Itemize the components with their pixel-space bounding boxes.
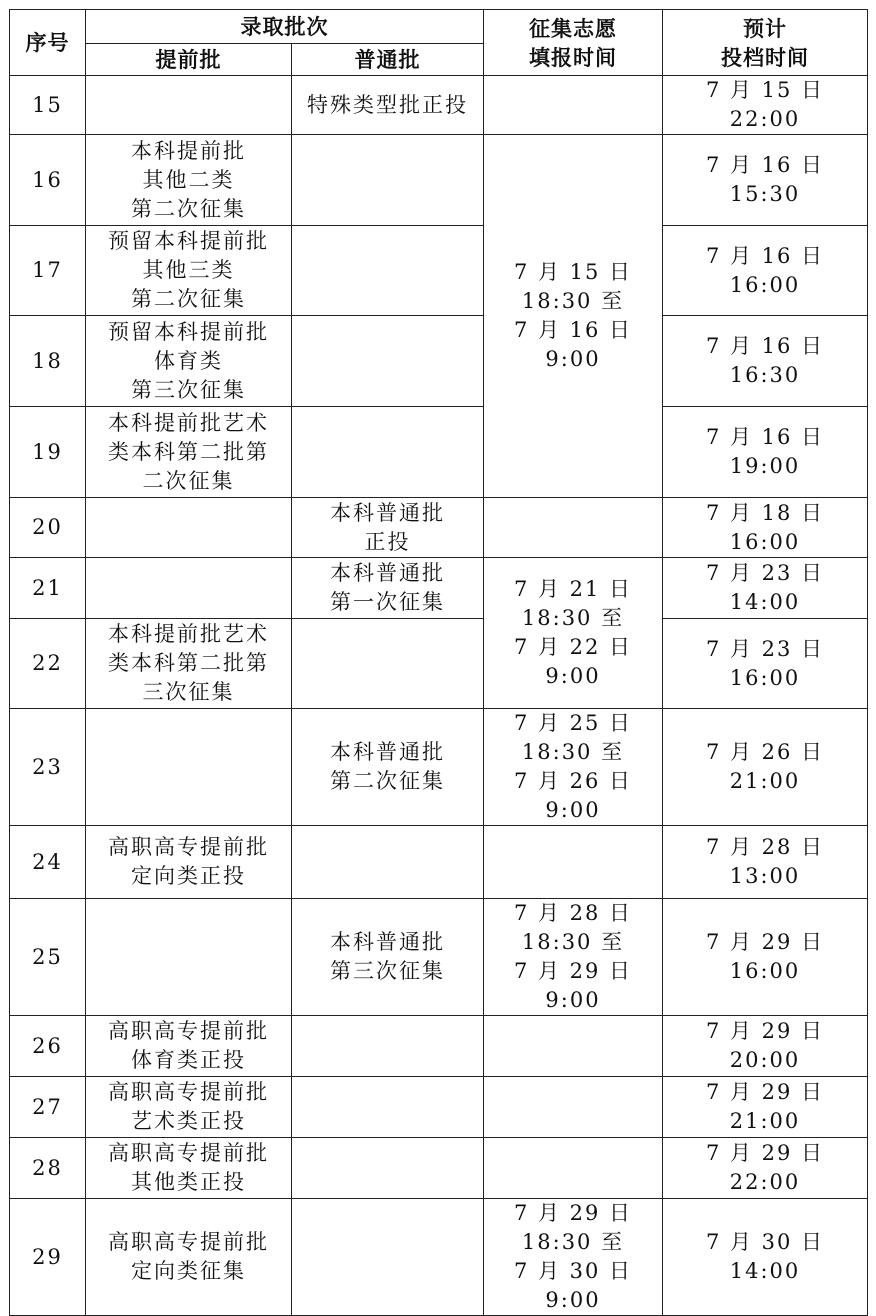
- row-early-batch: 高职高专提前批 艺术类正投: [86, 1077, 292, 1138]
- row-early-batch: 高职高专提前批 定向类正投: [86, 826, 292, 899]
- row-submit-time: 7 月 23 日 14:00: [663, 558, 868, 619]
- table-row: [10, 226, 868, 316]
- row-seq: 28: [10, 1138, 86, 1199]
- row-fill-window: [484, 498, 663, 558]
- row-early-batch: 预留本科提前批 体育类 第三次征集: [86, 316, 292, 407]
- table-row: [10, 316, 868, 407]
- row-early-batch: 预留本科提前批 其他三类 第二次征集: [86, 226, 292, 316]
- table-row: [10, 899, 868, 1016]
- table-row: [10, 498, 868, 558]
- row-seq: 23: [10, 709, 86, 826]
- row-fill-window: 7 月 25 日 18:30 至 7 月 26 日 9:00: [484, 709, 663, 826]
- table-row: [10, 619, 868, 709]
- row-submit-time: 7 月 16 日 15:30: [663, 135, 868, 226]
- header-submit-time: 预计 投档时间: [663, 10, 868, 76]
- table-row: [10, 1077, 868, 1138]
- row-fill-window: 7 月 15 日 18:30 至 7 月 16 日 9:00: [484, 135, 663, 498]
- row-regular-batch: [292, 619, 484, 709]
- row-seq: 26: [10, 1016, 86, 1077]
- table-row: [10, 135, 868, 226]
- table-row: [10, 709, 868, 826]
- row-regular-batch: [292, 135, 484, 226]
- row-regular-batch: [292, 1077, 484, 1138]
- row-submit-time: 7 月 23 日 16:00: [663, 619, 868, 709]
- row-early-batch: 本科提前批艺术 类本科第二批第 二次征集: [86, 407, 292, 498]
- row-submit-time: 7 月 15 日 22:00: [663, 76, 868, 135]
- row-seq: 22: [10, 619, 86, 709]
- header-batch: 录取批次: [86, 10, 484, 44]
- table-row: [10, 76, 868, 135]
- row-regular-batch: [292, 226, 484, 316]
- row-fill-window: [484, 1016, 663, 1077]
- row-submit-time: 7 月 16 日 16:30: [663, 316, 868, 407]
- row-submit-time: 7 月 29 日 16:00: [663, 899, 868, 1016]
- row-submit-time: 7 月 30 日 14:00: [663, 1199, 868, 1316]
- row-regular-batch: [292, 407, 484, 498]
- row-seq: 21: [10, 558, 86, 619]
- row-early-batch: [86, 558, 292, 619]
- row-regular-batch: 本科普通批 第二次征集: [292, 709, 484, 826]
- table-row: [10, 1016, 868, 1077]
- header-seq: 序号: [10, 10, 86, 76]
- table-row: [10, 558, 868, 619]
- row-early-batch: [86, 498, 292, 558]
- row-seq: 17: [10, 226, 86, 316]
- row-early-batch: [86, 76, 292, 135]
- row-fill-window: [484, 1138, 663, 1199]
- row-regular-batch: 本科普通批 第三次征集: [292, 899, 484, 1016]
- row-regular-batch: [292, 316, 484, 407]
- row-early-batch: 高职高专提前批 体育类正投: [86, 1016, 292, 1077]
- row-fill-window: 7 月 28 日 18:30 至 7 月 29 日 9:00: [484, 899, 663, 1016]
- row-regular-batch: 本科普通批 第一次征集: [292, 558, 484, 619]
- row-submit-time: 7 月 29 日 22:00: [663, 1138, 868, 1199]
- table-row: [10, 407, 868, 498]
- row-early-batch: 本科提前批艺术 类本科第二批第 三次征集: [86, 619, 292, 709]
- row-fill-window: [484, 76, 663, 135]
- admission-schedule-table: [9, 9, 868, 1316]
- row-fill-window: [484, 1077, 663, 1138]
- row-early-batch: [86, 899, 292, 1016]
- row-seq: 18: [10, 316, 86, 407]
- row-seq: 20: [10, 498, 86, 558]
- row-submit-time: 7 月 29 日 21:00: [663, 1077, 868, 1138]
- row-submit-time: 7 月 16 日 19:00: [663, 407, 868, 498]
- row-regular-batch: [292, 1138, 484, 1199]
- row-submit-time: 7 月 18 日 16:00: [663, 498, 868, 558]
- row-submit-time: 7 月 28 日 13:00: [663, 826, 868, 899]
- row-regular-batch: 特殊类型批正投: [292, 76, 484, 135]
- row-seq: 25: [10, 899, 86, 1016]
- row-regular-batch: 本科普通批 正投: [292, 498, 484, 558]
- row-regular-batch: [292, 1016, 484, 1077]
- row-early-batch: 高职高专提前批 定向类征集: [86, 1199, 292, 1316]
- row-seq: 29: [10, 1199, 86, 1316]
- row-submit-time: 7 月 26 日 21:00: [663, 709, 868, 826]
- row-regular-batch: [292, 1199, 484, 1316]
- row-seq: 19: [10, 407, 86, 498]
- table-row: [10, 826, 868, 899]
- row-submit-time: 7 月 29 日 20:00: [663, 1016, 868, 1077]
- header-early-batch: 提前批: [86, 44, 292, 76]
- table-row: [10, 1199, 868, 1316]
- row-regular-batch: [292, 826, 484, 899]
- header-fill-time: 征集志愿 填报时间: [484, 10, 663, 76]
- row-seq: 15: [10, 76, 86, 135]
- row-seq: 27: [10, 1077, 86, 1138]
- row-fill-window: 7 月 29 日 18:30 至 7 月 30 日 9:00: [484, 1199, 663, 1316]
- row-early-batch: 高职高专提前批 其他类正投: [86, 1138, 292, 1199]
- row-seq: 16: [10, 135, 86, 226]
- row-early-batch: 本科提前批 其他二类 第二次征集: [86, 135, 292, 226]
- row-seq: 24: [10, 826, 86, 899]
- row-submit-time: 7 月 16 日 16:00: [663, 226, 868, 316]
- table-row: [10, 1138, 868, 1199]
- header-regular-batch: 普通批: [292, 44, 484, 76]
- row-fill-window: 7 月 21 日 18:30 至 7 月 22 日 9:00: [484, 558, 663, 709]
- row-early-batch: [86, 709, 292, 826]
- row-fill-window: [484, 826, 663, 899]
